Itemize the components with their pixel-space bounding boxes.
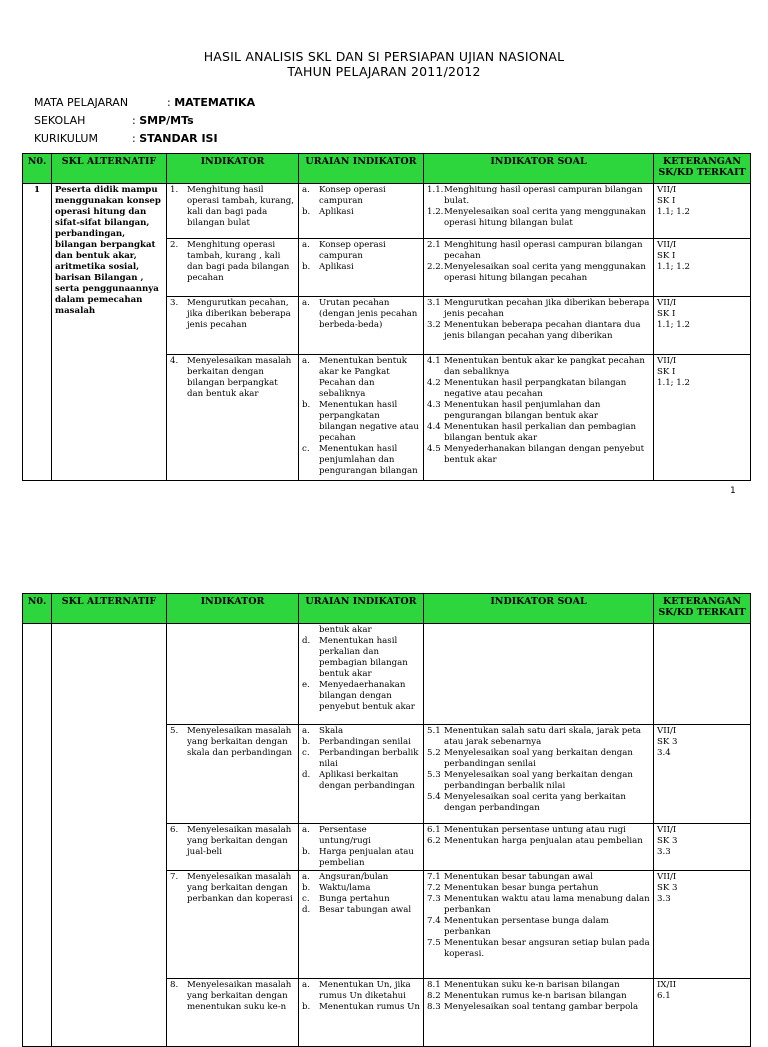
analysis-table-page1 <box>22 153 751 481</box>
list-item <box>170 240 295 284</box>
col-header-skl: SKL ALTERNATIF <box>52 154 167 184</box>
item-marker: e. <box>302 680 310 690</box>
list-item <box>427 320 650 342</box>
keterangan-line: SK 3 <box>657 883 678 893</box>
indikator-cell <box>167 355 299 481</box>
soal-cell <box>424 184 654 239</box>
item-text: Aplikasi <box>319 262 354 272</box>
item-text: Perbandingan berbalik nilai <box>319 748 419 769</box>
item-marker: a. <box>302 298 310 308</box>
skl-cell <box>52 624 167 1047</box>
list-item <box>302 872 420 883</box>
col-header-ket: KETERANGAN SK/KD TERKAIT <box>654 154 751 184</box>
indikator-cell <box>167 725 299 824</box>
uraian-cell <box>299 624 424 725</box>
uraian-cell <box>299 979 424 1047</box>
list-item <box>302 207 420 218</box>
item-text: Menyelesaikan soal yang berkaitan dengan perbandingan berbalik nilai <box>444 770 633 791</box>
item-list <box>302 980 420 1013</box>
item-text: Menentukan bentuk akar ke pangkat pecahan dan sebaliknya <box>444 356 645 377</box>
col-header-indikator: INDIKATOR <box>167 154 299 184</box>
item-text: Aplikasi <box>319 207 354 217</box>
item-marker: 7.3 <box>427 894 441 904</box>
item-marker: 3.1 <box>427 298 441 308</box>
item-marker: 8.2 <box>427 991 441 1001</box>
keterangan-cell <box>654 824 751 871</box>
item-text: Menyederhanakan bilangan dengan penyebut bentuk akar <box>444 444 645 465</box>
item-marker: 2. <box>170 240 179 250</box>
col-header-indikator: INDIKATOR <box>167 594 299 624</box>
item-text: Menentukan besar tabungan awal <box>444 872 593 882</box>
document-title-line1: HASIL ANALISIS SKL DAN SI PERSIAPAN UJIAN NASIONAL <box>203 49 565 64</box>
keterangan-line: 1.1; 1.2 <box>657 262 690 272</box>
keterangan-line: VII/I <box>657 298 677 308</box>
list-item <box>302 298 420 331</box>
list-item <box>170 825 295 858</box>
meta-label: KURIKULUM <box>34 132 98 145</box>
list-item <box>302 894 420 905</box>
item-text: Menentukan beberapa pecahan diantara dua jenis bilangan pecahan yang diberikan <box>444 320 641 341</box>
item-text: Mengurutkan pecahan jika diberikan beberapa jenis pecahan <box>444 298 650 319</box>
item-text: Menentukan salah satu dari skala, jarak peta atau jarak sebenarnya <box>444 726 641 747</box>
item-marker: 6.2 <box>427 836 441 846</box>
list-item <box>427 836 650 847</box>
uraian-cell <box>299 297 424 355</box>
item-marker: b. <box>302 207 311 217</box>
col-header-ket: KETERANGAN SK/KD TERKAIT <box>654 594 751 624</box>
item-text: Menghitung operasi tambah, kurang , kali dan bagi pada bilangan pecahan <box>187 240 290 283</box>
item-marker: 4.1 <box>427 356 441 366</box>
item-text: Persentase untung/rugi <box>319 825 371 846</box>
item-marker: c. <box>302 894 310 904</box>
indikator-list <box>170 726 295 759</box>
list-item <box>427 792 650 814</box>
skl-cell: Peserta didik mampu menggunakan konsep operasi hitung dan sifat-sifat bilangan, perbandingan, bilangan berpangkat dan bentuk akar, aritmetika sosial, barisan Bilangan , serta penggunaannya dalam pemecahan masalah <box>52 184 167 481</box>
list-item <box>427 400 650 422</box>
list-item <box>170 726 295 759</box>
item-text: Menentukan hasil penjumlahan dan pengurangan bilangan bentuk akar <box>444 400 601 421</box>
keterangan-cell <box>654 624 751 725</box>
list-item <box>302 636 420 680</box>
soal-cell <box>424 725 654 824</box>
item-marker: 4.5 <box>427 444 441 454</box>
item-marker: 1. <box>170 185 179 195</box>
item-marker: 5.1 <box>427 726 441 736</box>
keterangan-cell <box>654 184 751 239</box>
keterangan-line: 3.4 <box>657 748 671 758</box>
item-text: Menyelesaikan masalah yang berkaitan dengan perbankan dan koperasi <box>187 872 293 904</box>
soal-cell <box>424 624 654 725</box>
list-item <box>427 916 650 938</box>
col-header-soal: INDIKATOR SOAL <box>424 594 654 624</box>
meta-sep: : <box>132 132 136 145</box>
item-text: Harga penjualan atau pembelian <box>319 847 414 868</box>
meta-school <box>34 114 194 127</box>
item-text: Menentukan waktu atau lama menabung dalan perbankan <box>444 894 650 915</box>
item-text: Menentukan rumus Un <box>319 1002 420 1012</box>
item-marker: 2.2. <box>427 262 444 272</box>
list-item <box>427 872 650 883</box>
item-marker: 2.1 <box>427 240 441 250</box>
keterangan-line: VII/I <box>657 356 677 366</box>
item-text: Bunga pertahun <box>319 894 390 904</box>
keterangan-line: 6.1 <box>657 991 671 1001</box>
item-text: Menghitung hasil operasi campuran bilangan bulat. <box>444 185 643 206</box>
item-marker: 5. <box>170 726 179 736</box>
item-marker: 4.3 <box>427 400 441 410</box>
keterangan-line: SK 3 <box>657 737 678 747</box>
item-marker: 6. <box>170 825 179 835</box>
keterangan-line: VII/I <box>657 726 677 736</box>
keterangan-cell <box>654 355 751 481</box>
list-item <box>427 825 650 836</box>
list-item <box>427 726 650 748</box>
item-marker: 7.1 <box>427 872 441 882</box>
meta-sep: : <box>132 114 136 127</box>
item-marker: 3.2 <box>427 320 441 330</box>
row-number-cell: 1 <box>23 184 52 481</box>
indikator-cell <box>167 979 299 1047</box>
list-item <box>302 262 420 273</box>
item-text: Menentukan hasil perpangkatan bilangan negative atau pecahan <box>319 400 419 443</box>
item-text: Menentukan hasil penjumlahan dan pengurangan bilangan <box>319 444 418 476</box>
item-list <box>302 298 420 331</box>
item-text: Menentukan persentase untung atau rugi <box>444 825 626 835</box>
meta-sep: : <box>167 96 171 109</box>
item-text: Besar tabungan awal <box>319 905 412 915</box>
indikator-list <box>170 298 295 331</box>
keterangan-cell <box>654 297 751 355</box>
list-item <box>427 240 650 262</box>
list-item <box>427 770 650 792</box>
keterangan-line: SK 3 <box>657 836 678 846</box>
item-text: Angsuran/bulan <box>319 872 389 882</box>
soal-cell <box>424 239 654 297</box>
item-text: Menyelesaikan masalah yang berkaitan dengan skala dan perbandingan <box>187 726 293 758</box>
list-item <box>170 298 295 331</box>
item-list <box>302 356 420 477</box>
indikator-cell <box>167 624 299 725</box>
col-header-soal: INDIKATOR SOAL <box>424 154 654 184</box>
col-header-skl: SKL ALTERNATIF <box>52 594 167 624</box>
item-marker: 4.4 <box>427 422 441 432</box>
item-marker: c. <box>302 444 310 454</box>
item-marker: 7.4 <box>427 916 441 926</box>
item-list <box>427 825 650 847</box>
item-list <box>427 726 650 814</box>
list-item <box>302 770 420 792</box>
indikator-list <box>170 872 295 905</box>
keterangan-cell <box>654 725 751 824</box>
item-marker: 5.2 <box>427 748 441 758</box>
list-item <box>427 422 650 444</box>
meta-value: MATEMATIKA <box>174 96 256 109</box>
list-item <box>427 980 650 991</box>
keterangan-line: 1.1; 1.2 <box>657 320 690 330</box>
item-text: Menghitung hasil operasi tambah, kurang, kali dan bagi pada bilangan bulat <box>187 185 294 228</box>
keterangan-line: 1.1; 1.2 <box>657 207 690 217</box>
item-marker: b. <box>302 737 311 747</box>
item-marker: d. <box>302 636 311 646</box>
page-number: 1 <box>730 486 736 496</box>
col-header-uraian: URAIAN INDIKATOR <box>299 594 424 624</box>
item-marker: 7. <box>170 872 179 882</box>
item-text: Skala <box>319 726 344 736</box>
keterangan-cell <box>654 239 751 297</box>
list-item <box>427 207 650 229</box>
item-text: Waktu/lama <box>319 883 371 893</box>
item-list <box>302 872 420 916</box>
keterangan-line: VII/I <box>657 185 677 195</box>
soal-cell <box>424 979 654 1047</box>
keterangan-line: SK I <box>657 251 676 261</box>
list-item <box>427 748 650 770</box>
item-text: Menentukan suku ke-n barisan bilangan <box>444 980 620 990</box>
item-list <box>427 872 650 960</box>
item-text: bentuk akar <box>319 625 372 635</box>
item-text: Menentukan hasil perpangkatan bilangan negative atau pecahan <box>444 378 627 399</box>
item-marker: 7.2 <box>427 883 441 893</box>
item-list <box>427 185 650 229</box>
item-list <box>427 298 650 342</box>
indikator-cell <box>167 871 299 979</box>
uraian-cell <box>299 725 424 824</box>
item-text: Menghitung hasil operasi campuran bilangan pecahan <box>444 240 643 261</box>
soal-cell <box>424 297 654 355</box>
item-text: Menyelesaikan soal tentang gambar berpola <box>444 1002 639 1012</box>
keterangan-line: 3.3 <box>657 847 671 857</box>
item-marker: c. <box>302 748 310 758</box>
item-text: Menyelesaikan soal cerita yang menggunakan operasi hitung bilangan bulat <box>444 207 646 228</box>
list-item <box>302 400 420 444</box>
item-list <box>302 726 420 792</box>
meta-value: SMP/MTs <box>139 114 194 127</box>
item-marker: a. <box>302 980 310 990</box>
keterangan-line: SK I <box>657 367 676 377</box>
item-list <box>302 625 420 713</box>
list-item <box>427 883 650 894</box>
keterangan-line: IX/II <box>657 980 677 990</box>
list-item <box>427 1002 650 1013</box>
list-item <box>427 185 650 207</box>
item-marker: b. <box>302 400 311 410</box>
item-text: Menyelesaikan soal cerita yang menggunakan operasi hitung bilangan pecahan <box>444 262 646 283</box>
list-item <box>427 444 650 466</box>
item-marker: b. <box>302 262 311 272</box>
item-marker: b. <box>302 847 311 857</box>
list-item <box>170 980 295 1013</box>
list-item <box>170 872 295 905</box>
uraian-cell <box>299 824 424 871</box>
indikator-list <box>170 825 295 858</box>
item-marker: a. <box>302 185 310 195</box>
item-marker: d. <box>302 770 311 780</box>
item-text: Perbandingan senilai <box>319 737 411 747</box>
list-item <box>427 262 650 284</box>
item-list <box>302 825 420 869</box>
item-marker: 7.5 <box>427 938 441 948</box>
keterangan-line: 1.1; 1.2 <box>657 378 690 388</box>
item-text: Urutan pecahan (dengan jenis pecahan berbeda-beda) <box>319 298 418 330</box>
item-text: Menyelesaikan masalah yang berkaitan dengan menentukan suku ke-n <box>187 980 292 1012</box>
item-text: Mengurutkan pecahan, jika diberikan beberapa jenis pecahan <box>187 298 291 330</box>
item-text: Aplikasi berkaitan dengan perbandingan <box>319 770 415 791</box>
item-text: Konsep operasi campuran <box>319 240 386 261</box>
soal-cell <box>424 824 654 871</box>
col-header-uraian: URAIAN INDIKATOR <box>299 154 424 184</box>
indikator-cell <box>167 297 299 355</box>
list-item <box>302 737 420 748</box>
item-text: Menentukan besar bunga pertahun <box>444 883 599 893</box>
item-list <box>427 240 650 284</box>
keterangan-line: 3.3 <box>657 894 671 904</box>
list-item <box>427 894 650 916</box>
item-text: Menentukan persentase bunga dalam perbankan <box>444 916 609 937</box>
soal-cell <box>424 871 654 979</box>
keterangan-line: VII/I <box>657 825 677 835</box>
list-item <box>302 726 420 737</box>
keterangan-cell <box>654 871 751 979</box>
item-text: Menentukan harga penjualan atau pembelian <box>444 836 643 846</box>
document-title-line2: TAHUN PELAJARAN 2011/2012 <box>287 64 481 79</box>
uraian-cell <box>299 184 424 239</box>
item-marker: a. <box>302 825 310 835</box>
list-item <box>427 938 650 960</box>
table-row <box>23 624 751 725</box>
meta-value: STANDAR ISI <box>139 132 218 145</box>
item-marker: 5.4 <box>427 792 441 802</box>
list-item <box>302 980 420 1002</box>
col-header-no: N0. <box>23 154 52 184</box>
list-item <box>302 1002 420 1013</box>
item-marker: 1.1. <box>427 185 444 195</box>
soal-cell <box>424 355 654 481</box>
meta-curriculum <box>34 132 218 145</box>
item-list <box>427 356 650 466</box>
list-item <box>302 185 420 207</box>
item-marker: a. <box>302 240 310 250</box>
list-item <box>170 185 295 229</box>
indikator-list <box>170 356 295 400</box>
item-list <box>302 240 420 273</box>
item-text: Menentukan Un, jika rumus Un diketahui <box>319 980 411 1001</box>
item-marker: b. <box>302 1002 311 1012</box>
item-marker: 8.3 <box>427 1002 441 1012</box>
list-item <box>302 240 420 262</box>
item-text: Menyelesaikan masalah berkaitan dengan bilangan berpangkat dan bentuk akar <box>187 356 292 399</box>
indikator-list <box>170 185 295 229</box>
list-item <box>302 847 420 869</box>
item-marker: d. <box>302 905 311 915</box>
indikator-cell <box>167 824 299 871</box>
list-item <box>302 883 420 894</box>
list-item <box>427 991 650 1002</box>
uraian-cell <box>299 355 424 481</box>
meta-subject <box>34 96 255 109</box>
item-marker: a. <box>302 872 310 882</box>
list-item <box>302 748 420 770</box>
table-header-row <box>23 154 751 184</box>
item-marker: 6.1 <box>427 825 441 835</box>
item-text: Menentukan rumus ke-n barisan bilangan <box>444 991 627 1001</box>
meta-label: MATA PELAJARAN <box>34 96 129 109</box>
col-header-no: N0. <box>23 594 52 624</box>
list-item <box>170 356 295 400</box>
item-marker: 8. <box>170 980 179 990</box>
list-item <box>302 356 420 400</box>
item-marker: b. <box>302 883 311 893</box>
uraian-cell <box>299 239 424 297</box>
item-marker: 1.2. <box>427 207 444 217</box>
item-text: Menentukan hasil perkalian dan pembagian bilangan bentuk akar <box>319 636 408 679</box>
indikator-list <box>170 240 295 284</box>
uraian-cell <box>299 871 424 979</box>
item-marker: 4. <box>170 356 179 366</box>
keterangan-line: SK I <box>657 196 676 206</box>
row-number-cell <box>23 624 52 1047</box>
item-text: Konsep operasi campuran <box>319 185 386 206</box>
item-text: Menyelesaikan soal yang berkaitan dengan perbandingan senilai <box>444 748 633 769</box>
list-item <box>427 356 650 378</box>
list-item <box>427 298 650 320</box>
item-text: Menentukan besar angsuran setiap bulan pada koperasi. <box>444 938 650 959</box>
list-item <box>302 680 420 713</box>
item-marker: a. <box>302 726 310 736</box>
item-marker: 3. <box>170 298 179 308</box>
list-item <box>302 825 420 847</box>
meta-label: SEKOLAH <box>34 114 86 127</box>
item-marker: 4.2 <box>427 378 441 388</box>
item-text: Menentukan hasil perkalian dan pembagian bilangan bentuk akar <box>444 422 636 443</box>
indikator-cell <box>167 239 299 297</box>
item-marker: 8.1 <box>427 980 441 990</box>
item-list <box>302 185 420 218</box>
indikator-list <box>170 980 295 1013</box>
list-item <box>302 625 420 636</box>
item-marker: 5.3 <box>427 770 441 780</box>
keterangan-cell <box>654 979 751 1047</box>
keterangan-line: VII/I <box>657 872 677 882</box>
analysis-table-page2 <box>22 593 751 1047</box>
table-header-row <box>23 594 751 624</box>
keterangan-line: VII/I <box>657 240 677 250</box>
item-text: Menyedaerhanakan bilangan dengan penyebut bentuk akar <box>319 680 415 712</box>
table-row <box>23 184 751 239</box>
indikator-cell <box>167 184 299 239</box>
item-text: Menyelesaikan masalah yang berkaitan dengan jual-beli <box>187 825 292 857</box>
list-item <box>427 378 650 400</box>
list-item <box>302 905 420 916</box>
keterangan-line: SK I <box>657 309 676 319</box>
item-list <box>427 980 650 1013</box>
item-text: Menyelesaikan soal cerita yang berkaitan dengan perbandingan <box>444 792 626 813</box>
item-text: Menentukan bentuk akar ke Pangkat Pecahan dan sebaliknya <box>319 356 407 399</box>
list-item <box>302 444 420 477</box>
item-marker: a. <box>302 356 310 366</box>
